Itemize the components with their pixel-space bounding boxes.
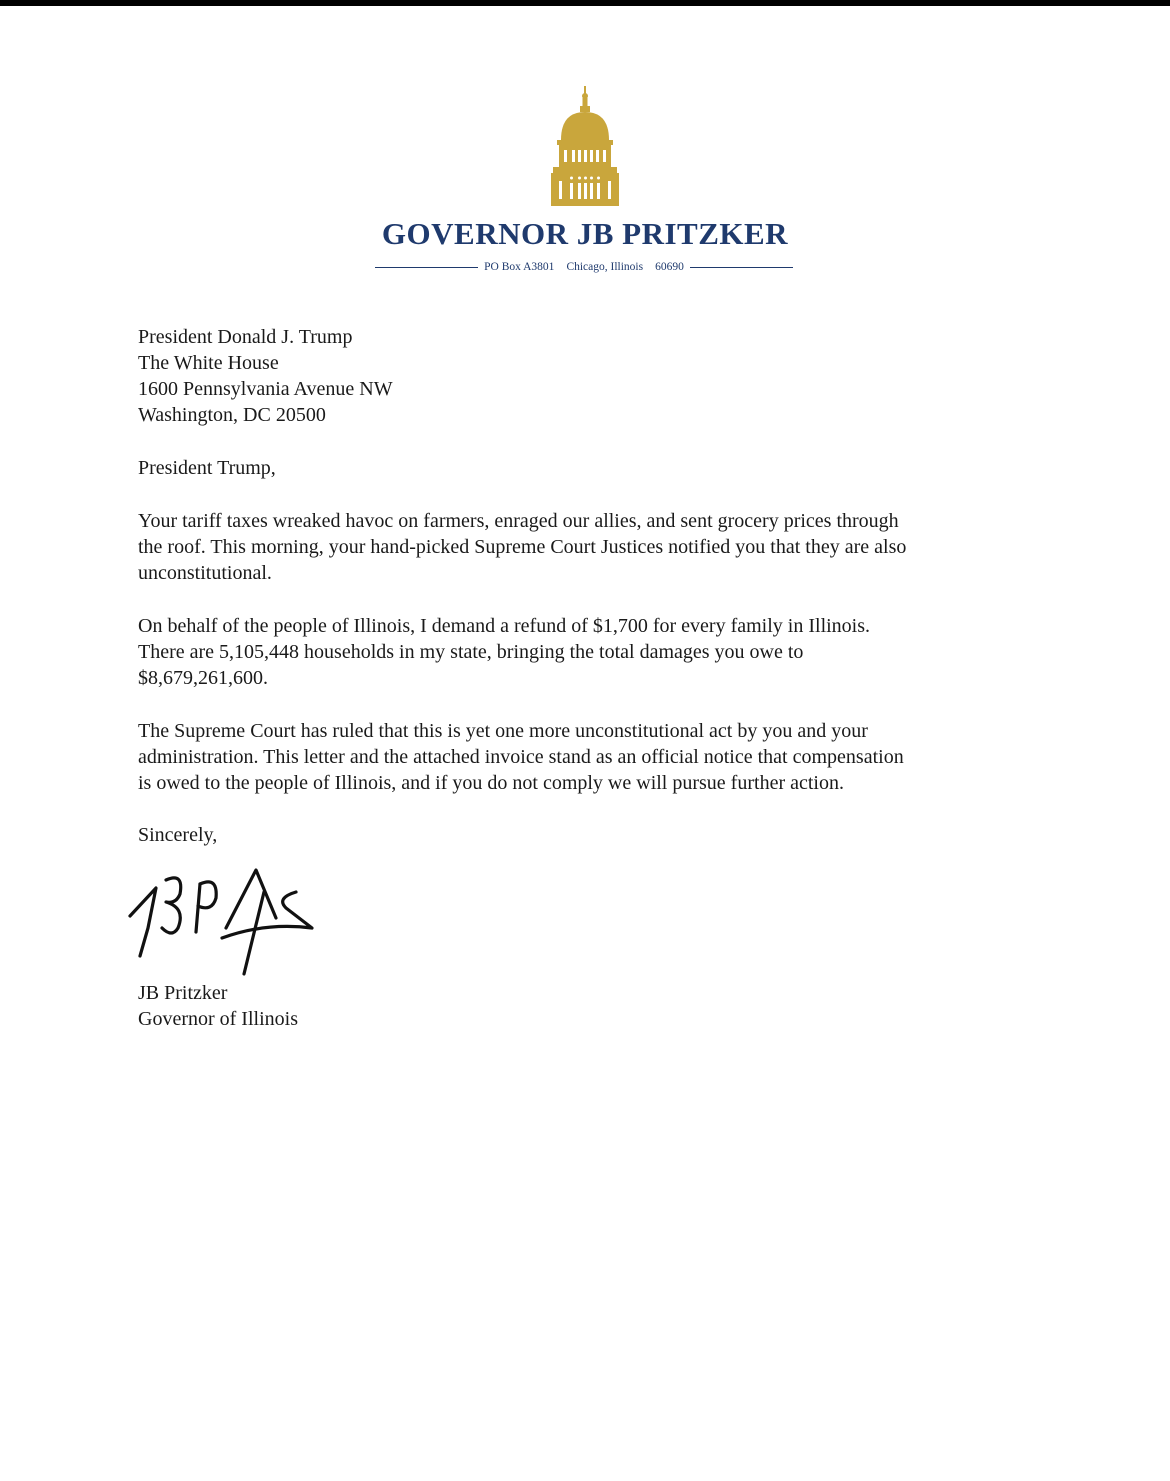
salutation: President Trump, xyxy=(138,457,276,479)
paragraph-line: administration. This letter and the attached invoice stand as an official notice that compensation xyxy=(138,746,904,768)
letterhead-title: GOVERNOR JB PRITZKER xyxy=(381,216,789,251)
paragraph-2 xyxy=(138,613,1028,691)
signer-block xyxy=(138,980,298,1032)
address-text xyxy=(478,261,690,273)
paragraph-line: the roof. This morning, your hand-picked Supreme Court Justices notified you that they are also xyxy=(138,536,907,558)
signer-title: Governor of Illinois xyxy=(138,1008,298,1030)
paragraph-line: is owed to the people of Illinois, and if you do not comply we will pursue further action. xyxy=(138,772,844,794)
recipient-street: 1600 Pennsylvania Avenue NW xyxy=(138,378,393,400)
city-state: Chicago, Illinois xyxy=(566,261,644,273)
signer-name: JB Pritzker xyxy=(138,982,228,1004)
right-divider xyxy=(690,267,793,268)
recipient-city: Washington, DC 20500 xyxy=(138,404,326,426)
recipient-name: President Donald J. Trump xyxy=(138,326,353,348)
paragraph-3 xyxy=(138,718,1028,796)
paragraph-line: $8,679,261,600. xyxy=(138,667,268,689)
paragraph-line: On behalf of the people of Illinois, I demand a refund of $1,700 for every family in Illinois. xyxy=(138,615,871,637)
left-divider xyxy=(375,267,478,268)
recipient-block xyxy=(138,324,393,428)
top-border xyxy=(0,0,1170,6)
po-box: PO Box A3801 xyxy=(484,261,555,273)
paragraph-line: The Supreme Court has ruled that this is yet one more unconstitutional act by you and your xyxy=(138,720,868,742)
paragraph-1 xyxy=(138,508,1028,586)
recipient-org: The White House xyxy=(138,352,279,374)
letterhead-address xyxy=(375,258,793,276)
signature-image xyxy=(126,858,322,980)
closing: Sincerely, xyxy=(138,824,218,846)
zip-code: 60690 xyxy=(655,261,684,273)
paragraph-line: Your tariff taxes wreaked havoc on farmers, enraged our allies, and sent grocery prices through xyxy=(138,510,899,532)
paragraph-line: unconstitutional. xyxy=(138,562,272,584)
paragraph-line: There are 5,105,448 households in my state, bringing the total damages you owe to xyxy=(138,641,804,663)
capitol-dome-icon xyxy=(547,86,623,210)
